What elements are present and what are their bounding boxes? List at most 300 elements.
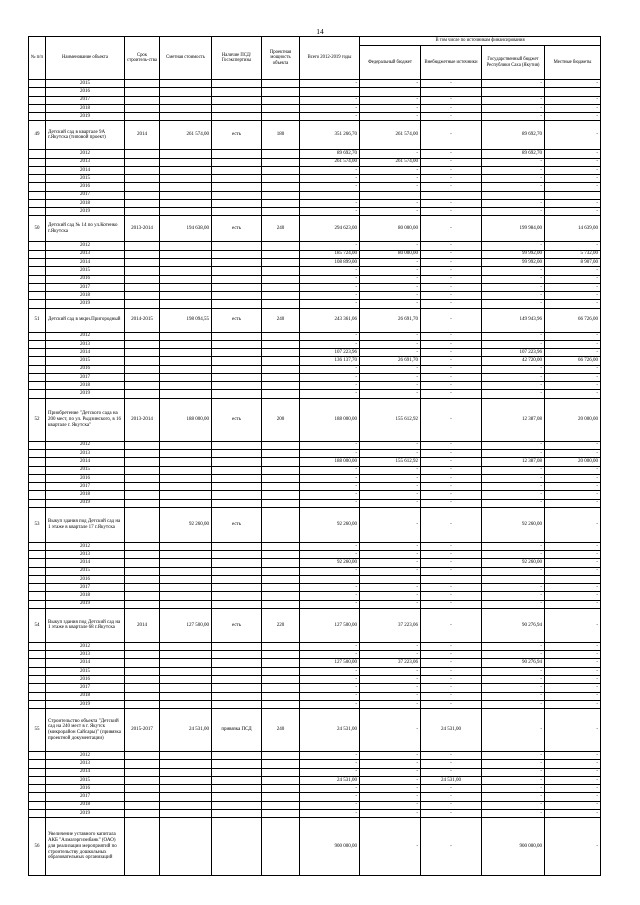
republic-cell: - xyxy=(482,684,545,692)
year-row xyxy=(29,768,601,776)
extrabudget-cell: - xyxy=(421,216,482,242)
year-row xyxy=(29,340,601,348)
republic-cell: - xyxy=(482,283,545,291)
header-extrabudget: Внебюджетные источники xyxy=(421,46,482,80)
num-cell xyxy=(29,551,46,559)
republic-cell xyxy=(482,575,545,583)
local-cell: - xyxy=(545,651,601,659)
object-number: 51 xyxy=(29,308,46,332)
extrabudget-cell: 24 531,00 xyxy=(421,709,482,752)
num-cell xyxy=(29,175,46,183)
empty-cell xyxy=(160,382,212,390)
object-period: 2014 xyxy=(125,121,160,150)
total-cell: - xyxy=(300,567,360,575)
republic-cell: 900 000,00 xyxy=(482,818,545,876)
empty-cell xyxy=(125,483,160,491)
republic-cell: - xyxy=(482,242,545,250)
empty-cell xyxy=(125,104,160,112)
empty-cell xyxy=(262,676,300,684)
empty-cell xyxy=(212,684,262,692)
empty-cell xyxy=(125,760,160,768)
total-cell: - xyxy=(300,651,360,659)
empty-cell xyxy=(212,150,262,158)
year-row xyxy=(29,113,601,121)
total-cell: - xyxy=(300,768,360,776)
header-republic: Государственный бюджет Республики Саха (Якутия) xyxy=(482,46,545,80)
republic-cell: 90 276,94 xyxy=(482,659,545,667)
num-cell xyxy=(29,592,46,600)
total-cell: 188 000,00 xyxy=(300,398,360,441)
republic-cell: - xyxy=(482,700,545,708)
extrabudget-cell: - xyxy=(421,801,482,809)
num-cell xyxy=(29,242,46,250)
federal-cell: 37 223,06 xyxy=(360,659,421,667)
year-row xyxy=(29,466,601,474)
empty-cell xyxy=(125,275,160,283)
federal-cell: - xyxy=(360,441,421,449)
local-cell: 5 732,00 xyxy=(545,250,601,258)
local-cell: - xyxy=(545,166,601,174)
local-cell: - xyxy=(545,183,601,191)
empty-cell xyxy=(160,584,212,592)
local-cell: - xyxy=(545,801,601,809)
total-cell: - xyxy=(300,340,360,348)
empty-cell xyxy=(160,250,212,258)
empty-cell xyxy=(125,659,160,667)
empty-cell xyxy=(160,684,212,692)
empty-cell xyxy=(262,684,300,692)
local-cell: - xyxy=(545,499,601,507)
year-row xyxy=(29,793,601,801)
year-row xyxy=(29,96,601,104)
year-row xyxy=(29,258,601,266)
empty-cell xyxy=(212,809,262,817)
local-cell xyxy=(545,575,601,583)
year-row xyxy=(29,551,601,559)
empty-cell xyxy=(160,551,212,559)
year-row xyxy=(29,175,601,183)
empty-cell xyxy=(160,88,212,96)
empty-cell xyxy=(160,166,212,174)
extrabudget-cell: - xyxy=(421,166,482,174)
header-local: Местные бюджеты xyxy=(545,46,601,80)
republic-cell: 12 387,08 xyxy=(482,458,545,466)
total-cell: - xyxy=(300,332,360,340)
total-cell xyxy=(300,191,360,199)
empty-cell xyxy=(212,242,262,250)
extrabudget-cell: - xyxy=(421,150,482,158)
num-cell xyxy=(29,441,46,449)
empty-cell xyxy=(262,809,300,817)
extrabudget-cell: - xyxy=(421,390,482,398)
extrabudget-cell: - xyxy=(421,466,482,474)
total-cell: - xyxy=(300,474,360,482)
year-row xyxy=(29,382,601,390)
empty-cell xyxy=(262,483,300,491)
year-row xyxy=(29,242,601,250)
empty-cell xyxy=(212,567,262,575)
empty-cell xyxy=(125,458,160,466)
empty-cell xyxy=(160,441,212,449)
republic-cell: - xyxy=(482,365,545,373)
year-row xyxy=(29,559,601,567)
empty-cell xyxy=(212,166,262,174)
total-cell: - xyxy=(300,793,360,801)
local-cell: - xyxy=(545,667,601,675)
extrabudget-cell: - xyxy=(421,768,482,776)
empty-cell xyxy=(125,382,160,390)
year-row xyxy=(29,752,601,760)
republic-cell: 99 992,00 xyxy=(482,250,545,258)
extrabudget-cell: - xyxy=(421,592,482,600)
year-cell: 2016 xyxy=(46,88,125,96)
empty-cell xyxy=(125,96,160,104)
object-capacity xyxy=(262,818,300,876)
federal-cell: 261 574,00 xyxy=(360,121,421,150)
object-estimate: 261 574,00 xyxy=(160,121,212,150)
extrabudget-cell: - xyxy=(421,267,482,275)
num-cell xyxy=(29,466,46,474)
total-cell: 127 500,00 xyxy=(300,659,360,667)
empty-cell xyxy=(160,809,212,817)
total-cell: - xyxy=(300,199,360,207)
empty-cell xyxy=(212,365,262,373)
empty-cell xyxy=(125,809,160,817)
republic-cell: - xyxy=(482,158,545,166)
local-cell: - xyxy=(545,340,601,348)
total-cell: 185 724,00 xyxy=(300,250,360,258)
year-row xyxy=(29,700,601,708)
empty-cell xyxy=(212,80,262,88)
federal-cell: - xyxy=(360,373,421,381)
empty-cell xyxy=(262,349,300,357)
total-cell: - xyxy=(300,166,360,174)
empty-cell xyxy=(262,258,300,266)
empty-cell xyxy=(212,349,262,357)
num-cell xyxy=(29,191,46,199)
empty-cell xyxy=(262,357,300,365)
local-cell: - xyxy=(545,150,601,158)
empty-cell xyxy=(160,752,212,760)
extrabudget-cell: - xyxy=(421,793,482,801)
republic-cell: - xyxy=(482,542,545,550)
extrabudget-cell: - xyxy=(421,642,482,650)
empty-cell xyxy=(125,300,160,308)
year-row xyxy=(29,600,601,608)
extrabudget-cell xyxy=(421,88,482,96)
year-row xyxy=(29,292,601,300)
empty-cell xyxy=(160,373,212,381)
empty-cell xyxy=(262,551,300,559)
year-cell: 2014 xyxy=(46,458,125,466)
year-cell: 2018 xyxy=(46,199,125,207)
local-cell: - xyxy=(545,692,601,700)
object-row xyxy=(29,121,601,150)
table-header xyxy=(29,37,601,80)
republic-cell: - xyxy=(482,175,545,183)
empty-cell xyxy=(212,542,262,550)
num-cell xyxy=(29,283,46,291)
federal-cell: 261 574,00 xyxy=(360,158,421,166)
local-cell: 66 726,00 xyxy=(545,357,601,365)
total-cell: - xyxy=(300,542,360,550)
local-cell: - xyxy=(545,793,601,801)
empty-cell xyxy=(125,373,160,381)
federal-cell: - xyxy=(360,507,421,542)
num-cell xyxy=(29,499,46,507)
total-cell: - xyxy=(300,642,360,650)
year-cell: 2013 xyxy=(46,158,125,166)
year-row xyxy=(29,659,601,667)
empty-cell xyxy=(160,592,212,600)
empty-cell xyxy=(212,96,262,104)
empty-cell xyxy=(262,166,300,174)
empty-cell xyxy=(125,267,160,275)
republic-cell: - xyxy=(482,113,545,121)
object-psd: есть xyxy=(212,507,262,542)
republic-cell: 89 692,70 xyxy=(482,150,545,158)
republic-cell: 92 260,00 xyxy=(482,507,545,542)
local-cell: - xyxy=(545,752,601,760)
empty-cell xyxy=(125,349,160,357)
num-cell xyxy=(29,340,46,348)
empty-cell xyxy=(125,567,160,575)
year-row xyxy=(29,373,601,381)
extrabudget-cell: - xyxy=(421,608,482,642)
empty-cell xyxy=(125,499,160,507)
federal-cell: - xyxy=(360,700,421,708)
num-cell xyxy=(29,785,46,793)
object-psd: есть xyxy=(212,121,262,150)
year-row xyxy=(29,199,601,207)
year-cell: 2012 xyxy=(46,642,125,650)
total-cell: - xyxy=(300,491,360,499)
object-number: 55 xyxy=(29,709,46,752)
empty-cell xyxy=(262,559,300,567)
empty-cell xyxy=(160,466,212,474)
year-cell: 2015 xyxy=(46,667,125,675)
empty-cell xyxy=(160,292,212,300)
empty-cell xyxy=(212,267,262,275)
federal-cell: 80 000,00 xyxy=(360,216,421,242)
num-cell xyxy=(29,199,46,207)
local-cell: 8 907,00 xyxy=(545,258,601,266)
empty-cell xyxy=(160,760,212,768)
empty-cell xyxy=(125,292,160,300)
total-cell: - xyxy=(300,441,360,449)
total-cell: 89 692,70 xyxy=(300,150,360,158)
extrabudget-cell: - xyxy=(421,692,482,700)
total-cell: - xyxy=(300,692,360,700)
page-number: 14 xyxy=(316,27,324,36)
year-cell: 2014 xyxy=(46,659,125,667)
num-cell xyxy=(29,96,46,104)
republic-cell: 92 260,00 xyxy=(482,559,545,567)
federal-cell: - xyxy=(360,365,421,373)
year-row xyxy=(29,676,601,684)
year-cell: 2013 xyxy=(46,449,125,457)
federal-cell: 37 223,06 xyxy=(360,608,421,642)
num-cell xyxy=(29,700,46,708)
extrabudget-cell: - xyxy=(421,158,482,166)
num-cell xyxy=(29,373,46,381)
empty-cell xyxy=(212,776,262,784)
year-cell: 2012 xyxy=(46,332,125,340)
empty-cell xyxy=(212,258,262,266)
total-cell: - xyxy=(300,365,360,373)
year-cell: 2019 xyxy=(46,809,125,817)
num-cell xyxy=(29,183,46,191)
federal-cell: - xyxy=(360,150,421,158)
empty-cell xyxy=(160,458,212,466)
federal-cell: - xyxy=(360,793,421,801)
empty-cell xyxy=(262,199,300,207)
federal-cell: - xyxy=(360,483,421,491)
republic-cell: - xyxy=(482,760,545,768)
year-row xyxy=(29,499,601,507)
empty-cell xyxy=(125,340,160,348)
federal-cell: - xyxy=(360,474,421,482)
year-cell: 2017 xyxy=(46,684,125,692)
empty-cell xyxy=(212,332,262,340)
empty-cell xyxy=(125,642,160,650)
year-row xyxy=(29,88,601,96)
object-row xyxy=(29,818,601,876)
object-capacity xyxy=(262,507,300,542)
total-cell: - xyxy=(300,483,360,491)
empty-cell xyxy=(262,96,300,104)
empty-cell xyxy=(160,300,212,308)
empty-cell xyxy=(160,793,212,801)
empty-cell xyxy=(262,332,300,340)
object-estimate: 127 500,00 xyxy=(160,608,212,642)
empty-cell xyxy=(212,199,262,207)
republic-cell xyxy=(482,191,545,199)
object-capacity: 200 xyxy=(262,398,300,441)
extrabudget-cell: - xyxy=(421,667,482,675)
year-cell: 2014 xyxy=(46,349,125,357)
extrabudget-cell: - xyxy=(421,809,482,817)
federal-cell: - xyxy=(360,183,421,191)
object-name: Детский сад в квартале 9А г.Якутска (типовой проект) xyxy=(46,121,125,150)
extrabudget-cell: - xyxy=(421,542,482,550)
num-cell xyxy=(29,449,46,457)
financing-table xyxy=(28,36,601,876)
empty-cell xyxy=(125,474,160,482)
empty-cell xyxy=(262,441,300,449)
extrabudget-cell: - xyxy=(421,659,482,667)
extrabudget-cell: - xyxy=(421,208,482,216)
year-row xyxy=(29,667,601,675)
local-cell: - xyxy=(545,608,601,642)
total-cell: - xyxy=(300,752,360,760)
num-cell xyxy=(29,365,46,373)
empty-cell xyxy=(125,692,160,700)
republic-cell: - xyxy=(482,676,545,684)
year-cell: 2016 xyxy=(46,676,125,684)
federal-cell: - xyxy=(360,283,421,291)
extrabudget-cell: - xyxy=(421,258,482,266)
total-cell: 127 500,00 xyxy=(300,608,360,642)
empty-cell xyxy=(262,667,300,675)
year-row xyxy=(29,801,601,809)
empty-cell xyxy=(262,373,300,381)
local-cell: - xyxy=(545,600,601,608)
num-cell xyxy=(29,300,46,308)
empty-cell xyxy=(125,542,160,550)
local-cell: - xyxy=(545,292,601,300)
year-cell: 2015 xyxy=(46,466,125,474)
empty-cell xyxy=(160,567,212,575)
extrabudget-cell: - xyxy=(421,96,482,104)
republic-cell: - xyxy=(482,292,545,300)
republic-cell xyxy=(482,88,545,96)
year-cell: 2018 xyxy=(46,104,125,112)
year-row xyxy=(29,776,601,784)
empty-cell xyxy=(212,113,262,121)
federal-cell: 155 612,92 xyxy=(360,398,421,441)
empty-cell xyxy=(212,785,262,793)
federal-cell: 26 691,70 xyxy=(360,357,421,365)
local-cell: - xyxy=(545,373,601,381)
total-cell: 92 260,00 xyxy=(300,507,360,542)
num-cell xyxy=(29,390,46,398)
year-cell: 2013 xyxy=(46,340,125,348)
empty-cell xyxy=(125,551,160,559)
local-cell: - xyxy=(545,121,601,150)
republic-cell: - xyxy=(482,208,545,216)
num-cell xyxy=(29,752,46,760)
num-cell xyxy=(29,651,46,659)
republic-cell: - xyxy=(482,499,545,507)
year-row xyxy=(29,283,601,291)
year-row xyxy=(29,809,601,817)
federal-cell: - xyxy=(360,752,421,760)
republic-cell: - xyxy=(482,166,545,174)
total-cell: - xyxy=(300,592,360,600)
empty-cell xyxy=(262,390,300,398)
extrabudget-cell: - xyxy=(421,283,482,291)
empty-cell xyxy=(262,785,300,793)
num-cell xyxy=(29,258,46,266)
total-cell: - xyxy=(300,175,360,183)
local-cell: - xyxy=(545,104,601,112)
year-cell: 2013 xyxy=(46,250,125,258)
total-cell: 24 531,00 xyxy=(300,709,360,752)
local-cell: - xyxy=(545,365,601,373)
empty-cell xyxy=(160,499,212,507)
empty-cell xyxy=(160,474,212,482)
empty-cell xyxy=(212,441,262,449)
object-period xyxy=(125,818,160,876)
empty-cell xyxy=(212,158,262,166)
republic-cell: 149 943,96 xyxy=(482,308,545,332)
empty-cell xyxy=(125,600,160,608)
empty-cell xyxy=(125,684,160,692)
empty-cell xyxy=(160,542,212,550)
extrabudget-cell: - xyxy=(421,175,482,183)
year-cell: 2017 xyxy=(46,483,125,491)
local-cell: - xyxy=(545,441,601,449)
num-cell xyxy=(29,150,46,158)
year-cell: 2019 xyxy=(46,113,125,121)
year-cell: 2012 xyxy=(46,150,125,158)
federal-cell: - xyxy=(360,292,421,300)
total-cell: - xyxy=(300,382,360,390)
local-cell: - xyxy=(545,809,601,817)
empty-cell xyxy=(125,158,160,166)
num-cell xyxy=(29,80,46,88)
